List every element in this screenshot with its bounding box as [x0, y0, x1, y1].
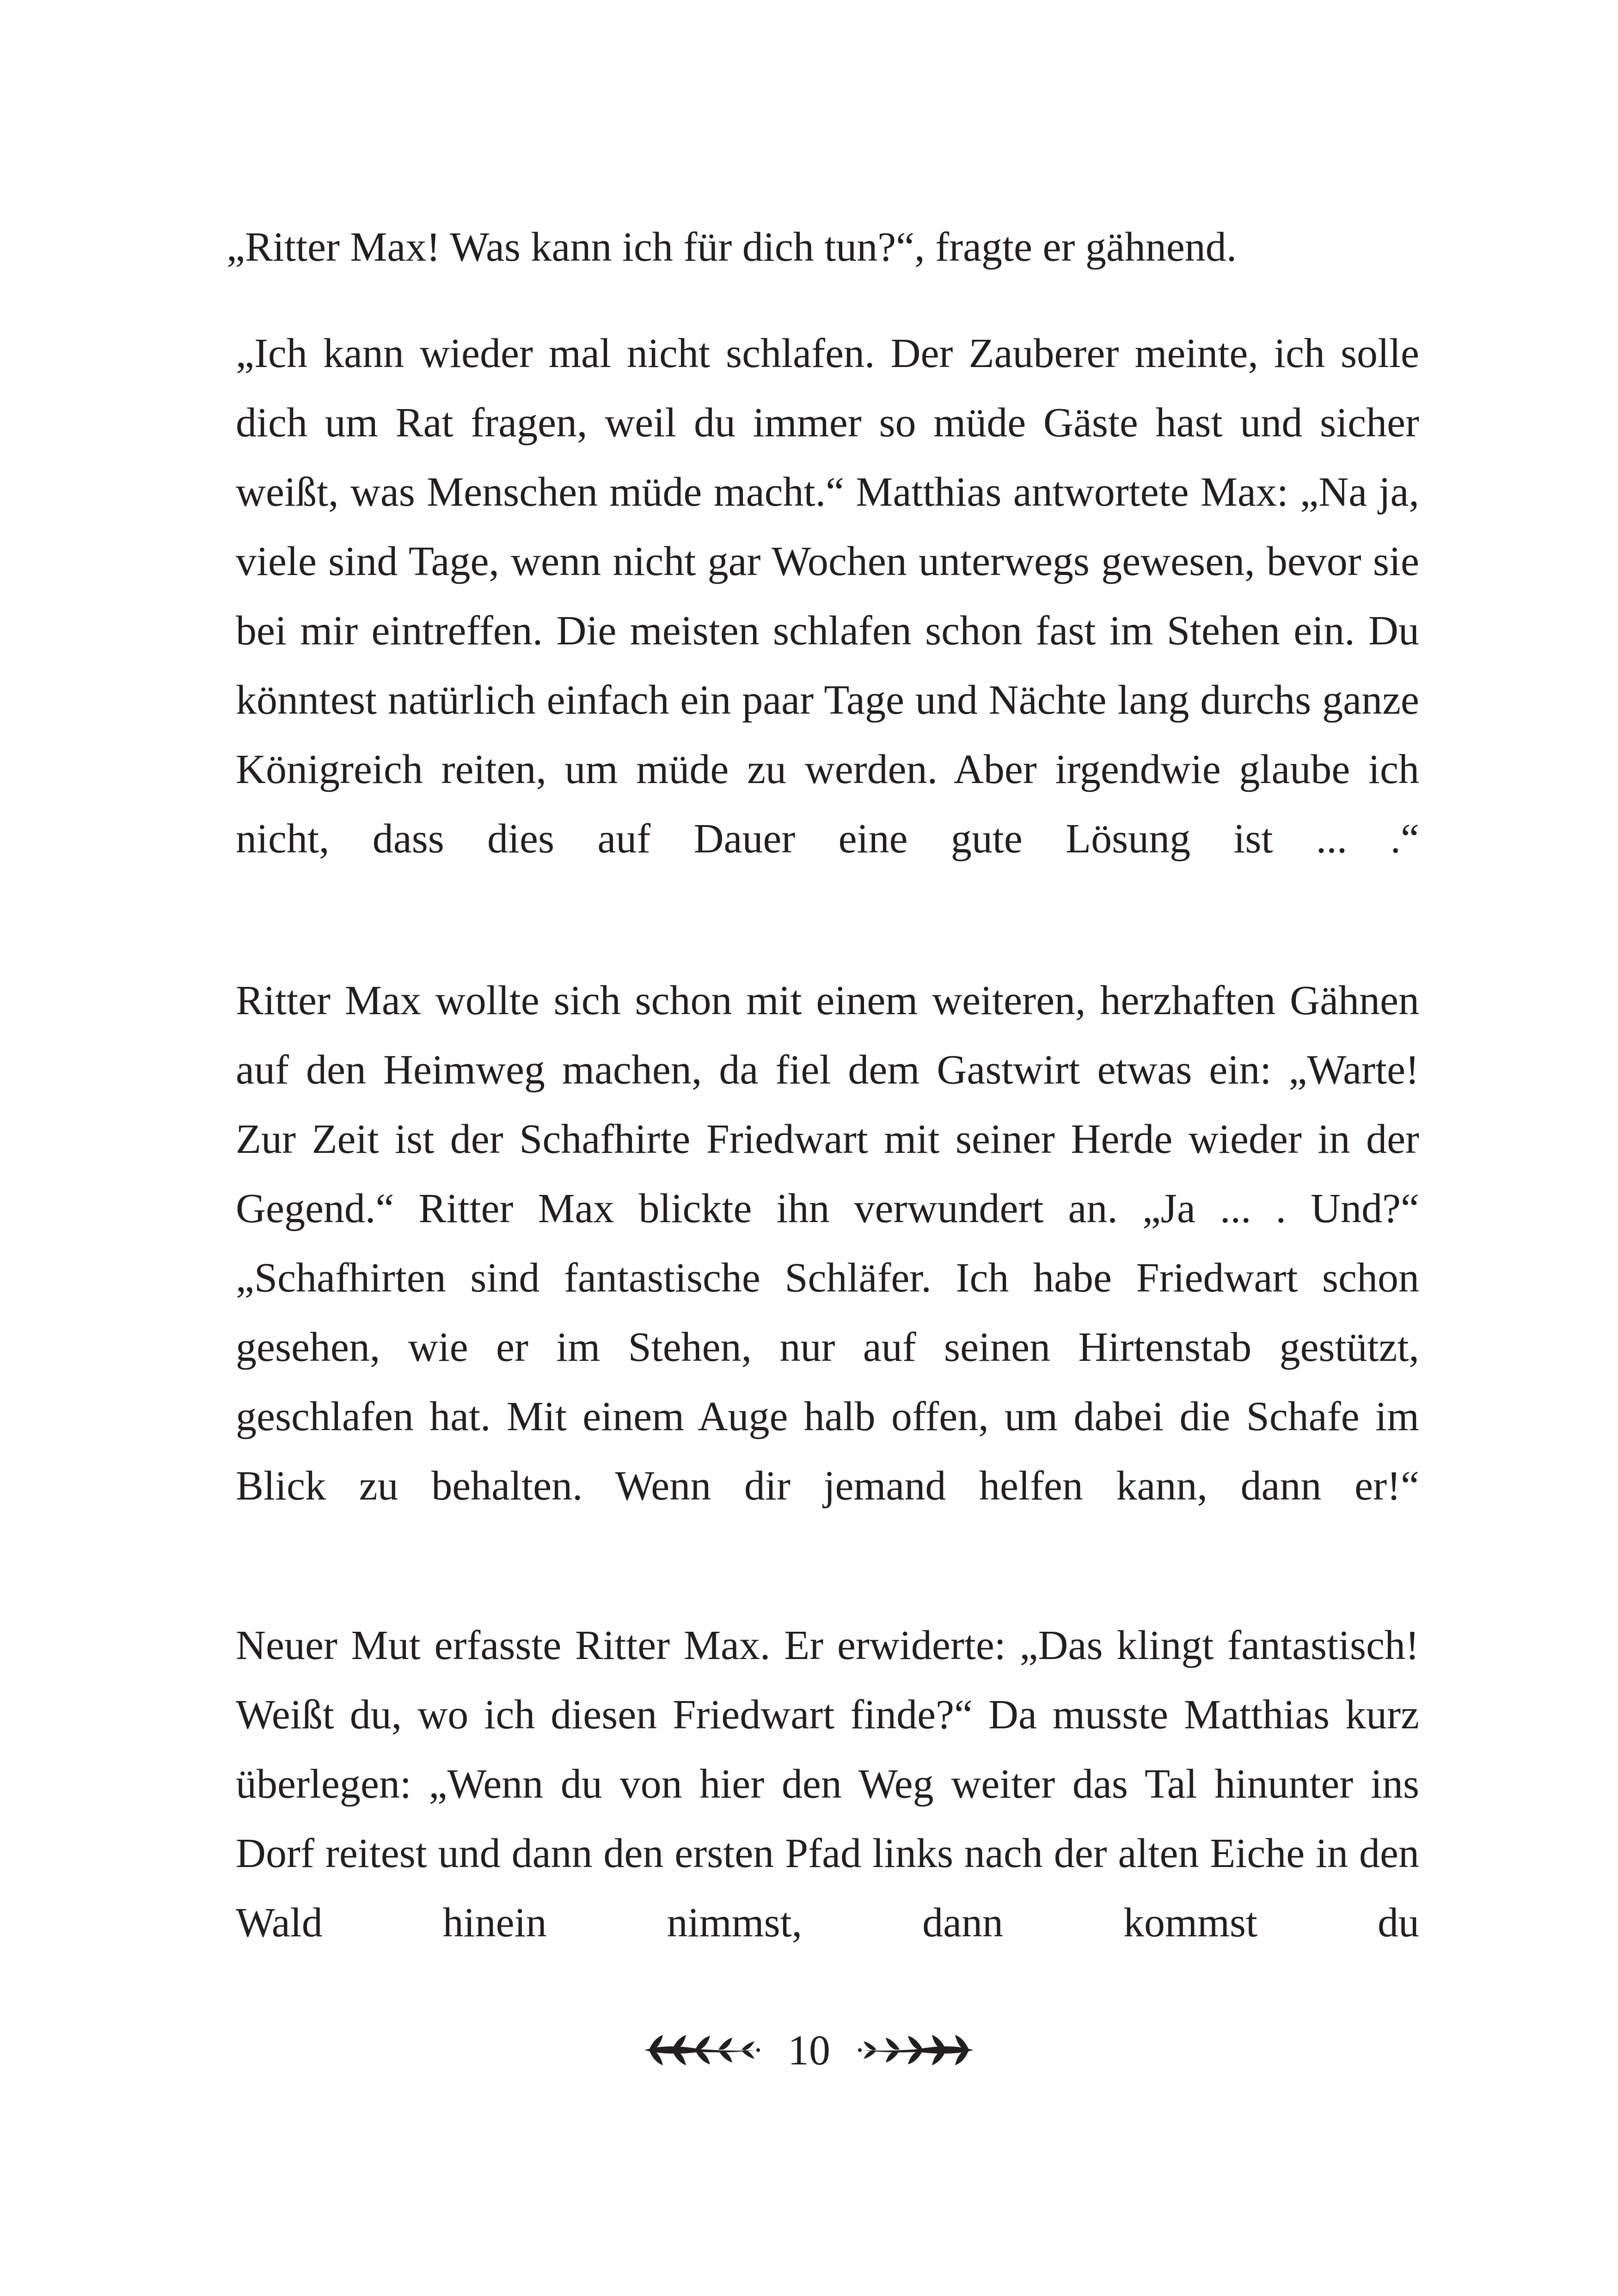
page-number: 10: [788, 2027, 830, 2074]
page-footer: [0, 2022, 1618, 2078]
leaf-branch-ornament-icon: [858, 2029, 978, 2071]
paragraph-2: „Ich kann wieder mal nicht schlafen. Der Zauberer meinte, ich solle dich um Rat fragen, weil du immer so müde Gäste hast und sicher weißt, was Menschen müde macht.“ Matthias antwortete Max: „Na ja, viele sind Tage, wenn nicht gar Wochen unterwegs gewesen, bevor sie bei mir eintreffen. Die meisten schlafen schon fast im Stehen ein. Du könntest natürlich einfach ein paar Tage und Nächte lang durchs ganze Königreich reiten, um müde zu werden. Aber irgendwie glaube ich nicht, dass dies auf Dauer eine gute Lösung ist ... .“: [236, 331, 1419, 862]
paragraph-1: „Ritter Max! Was kann ich für dich tun?“, fragte er gähnend.: [227, 224, 1237, 270]
paragraph-3: Ritter Max wollte sich schon mit einem weiteren, herzhaften Gähnen auf den Heimweg machen, da fiel dem Gastwirt etwas ein: „Warte! Zur Zeit ist der Schafhirte Friedwart mit seiner Herde wieder in der Gegend.“ Ritter Max blickte ihn verwundert an. „Ja ... . Und?“ „Schafhirten sind fantastische Schläfer. Ich habe Friedwart schon gesehen, wie er im Stehen, nur auf seinen Hirtenstab gestützt, geschlafen hat. Mit einem Auge halb offen, um dabei die Schafe im Blick zu behalten. Wenn dir jemand helfen kann, dann er!“: [236, 978, 1419, 1509]
paragraph-4: Neuer Mut erfasste Ritter Max. Er erwiderte: „Das klingt fantastisch! Weißt du, wo ich diesen Friedwart finde?“ Da musste Matthias kurz überlegen: „Wenn du von hier den Weg weiter das Tal hinunter ins Dorf reitest und dann den ersten Pfad links nach der alten Eiche in den Wald hinein nimmst, dann kommst du: [236, 1623, 1419, 1946]
leaf-branch-ornament-icon: [640, 2029, 760, 2071]
